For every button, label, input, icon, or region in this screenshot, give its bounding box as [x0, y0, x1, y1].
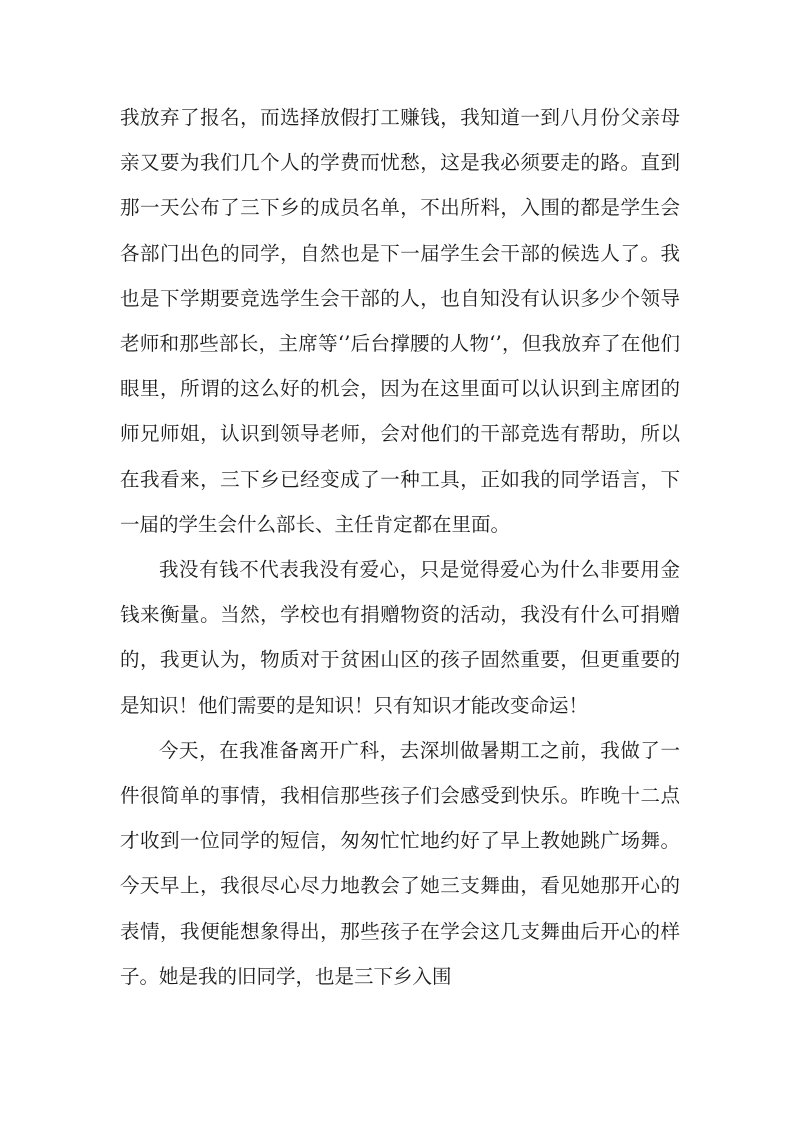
- paragraph-1: 我放弃了报名，而选择放假打工赚钱，我知道一到八月份父亲母亲又要为我们几个人的学费而忧愁，这是我必须要走的路。直到那一天公布了三下乡的成员名单，不出所料，入围的都是学生会各部门出色的同学，自然也是下一届学生会干部的候选人了。我也是下学期要竞选学生会干部的人，也自知没有认识多少个领导老师和那些部长，主席等‘’后台撑腰的人物‘’，但我放弃了在他们眼里，所谓的这么好的机会，因为在这里面可以认识到主席团的师兄师姐，认识到领导老师，会对他们的干部竞选有帮助，所以在我看来，三下乡已经变成了一种工具，正如我的同学语言，下一届的学生会什么部长、主任肯定都在里面。: [120, 106, 680, 536]
- paragraph-2: 我没有钱不代表我没有爱心，只是觉得爱心为什么非要用金钱来衡量。当然，学校也有捐赠物资的活动，我没有什么可捐赠的，我更认为，物质对于贫困山区的孩子固然重要，但更重要的是知识！他们需要的是知识！只有知识才能改变命运！: [120, 558, 680, 717]
- paragraph-3: 今天，在我准备离开广科，去深圳做暑期工之前，我做了一件很简单的事情，我相信那些孩子们会感受到快乐。昨晚十二点才收到一位同学的短信，匆匆忙忙地约好了早上教她跳广场舞。今天早上，我很尽心尽力地教会了她三支舞曲，看见她那开心的表情，我便能想象得出，那些孩子在学会这几支舞曲后开心的样子。她是我的旧同学，也是三下乡入围: [120, 738, 680, 988]
- document-body: [120, 95, 680, 999]
